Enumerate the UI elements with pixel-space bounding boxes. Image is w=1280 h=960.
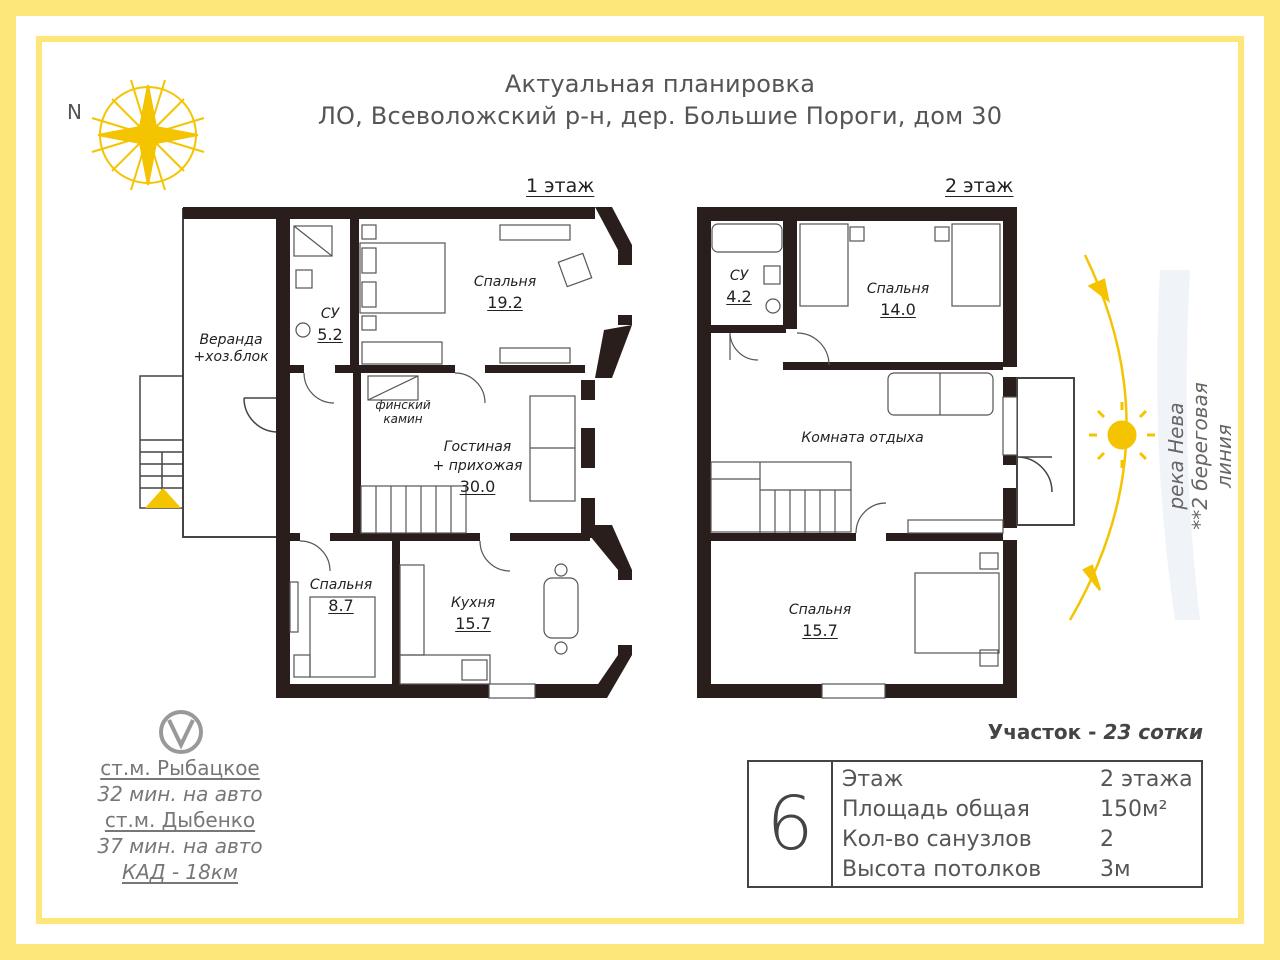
spec-value: 2 bbox=[1100, 827, 1114, 852]
spec-value: 3м bbox=[1100, 857, 1131, 882]
f1-bedroom-b-label bbox=[300, 576, 382, 616]
ring-road-distance: КАД - 18км bbox=[121, 860, 239, 884]
f1-bathroom-name: СУ bbox=[320, 306, 340, 322]
spec-value: 2 этажа bbox=[1100, 767, 1193, 792]
floor1-label: 1 этаж bbox=[526, 175, 595, 197]
f2-bedroom-a-name: Спальня bbox=[866, 281, 930, 297]
metro-time-1: 32 мин. на авто bbox=[97, 782, 263, 806]
f2-bedroom-b-label bbox=[775, 601, 865, 641]
f1-living-label bbox=[420, 419, 535, 516]
floor2-rest-fixtures bbox=[711, 373, 1017, 533]
spec-key: Кол-во санузлов bbox=[842, 827, 1032, 852]
floor1-plan bbox=[140, 207, 632, 698]
transport-info bbox=[70, 755, 290, 885]
f1-bedroom-a-name: Спальня bbox=[473, 274, 537, 290]
house-number: 6 bbox=[749, 762, 833, 886]
f1-bedroom-b-area: 8.7 bbox=[328, 595, 354, 615]
plot-size bbox=[900, 720, 1203, 744]
f2-bedroom-b-area: 15.7 bbox=[802, 620, 838, 640]
title-line-1: Актуальная планировка bbox=[504, 70, 816, 98]
metro-time-2: 37 мин. на авто bbox=[97, 834, 263, 858]
spec-row bbox=[842, 827, 1200, 857]
plot-label: Участок - bbox=[987, 720, 1104, 744]
f1-kitchen-label bbox=[438, 594, 508, 634]
f1-bathroom-area: 5.2 bbox=[317, 324, 343, 344]
f2-rest-room-label: Комната отдыха bbox=[801, 430, 924, 446]
spec-key: Высота потолков bbox=[842, 857, 1042, 882]
f1-kitchen-area: 15.7 bbox=[455, 613, 491, 633]
f2-bedroom-a-area: 14.0 bbox=[880, 299, 916, 319]
title-line-2: ЛО, Всеволожский р-н, дер. Большие Пороги, дом 30 bbox=[317, 102, 1003, 130]
spec-row bbox=[842, 767, 1200, 797]
veranda-outline bbox=[183, 209, 278, 537]
compass-rose-icon bbox=[92, 80, 204, 190]
f1-living-area: 30.0 bbox=[459, 476, 496, 496]
spec-key: Площадь общая bbox=[842, 797, 1030, 822]
entrance-arrow-icon bbox=[145, 488, 181, 508]
f1-bedroom-b-name: Спальня bbox=[309, 577, 373, 593]
river-line: **2 береговая линия bbox=[1188, 382, 1236, 530]
metro-station-2: ст.м. Дыбенко bbox=[104, 808, 256, 832]
north-label: N bbox=[67, 100, 82, 124]
f1-bedroom-a-label bbox=[460, 273, 550, 313]
floor2-label: 2 этаж bbox=[945, 175, 1014, 197]
spec-table bbox=[747, 760, 1203, 888]
plot-value: 23 сотки bbox=[1103, 720, 1203, 744]
f2-bathroom-label bbox=[715, 267, 763, 307]
f1-living-name: Гостиная + прихожая bbox=[432, 438, 523, 474]
f2-bathroom-area: 4.2 bbox=[726, 286, 752, 306]
spec-value: 150м² bbox=[1100, 797, 1168, 822]
f2-bedroom-b-name: Спальня bbox=[788, 602, 852, 618]
river-label bbox=[1164, 356, 1236, 556]
veranda-door bbox=[244, 398, 278, 432]
metro-icon bbox=[161, 712, 201, 752]
porch-stairs bbox=[140, 376, 183, 508]
river-name: река Нева bbox=[1164, 402, 1188, 510]
f2-bedroom-a-label bbox=[853, 280, 943, 320]
f2-bathroom-name: СУ bbox=[729, 268, 749, 284]
balcony-outline bbox=[1017, 378, 1074, 525]
spec-key: Этаж bbox=[842, 767, 904, 792]
f1-bathroom-label bbox=[300, 305, 360, 345]
spec-row bbox=[842, 797, 1200, 827]
f1-bedroom-a-area: 19.2 bbox=[487, 292, 523, 312]
veranda-label: Веранда +хоз.блок bbox=[193, 332, 269, 365]
spec-row bbox=[842, 857, 1200, 887]
sun-icon bbox=[1089, 402, 1155, 468]
f1-kitchen-name: Кухня bbox=[450, 595, 496, 611]
fireplace-label: финский камин bbox=[375, 398, 431, 427]
metro-station-1: ст.м. Рыбацкое bbox=[100, 756, 260, 780]
